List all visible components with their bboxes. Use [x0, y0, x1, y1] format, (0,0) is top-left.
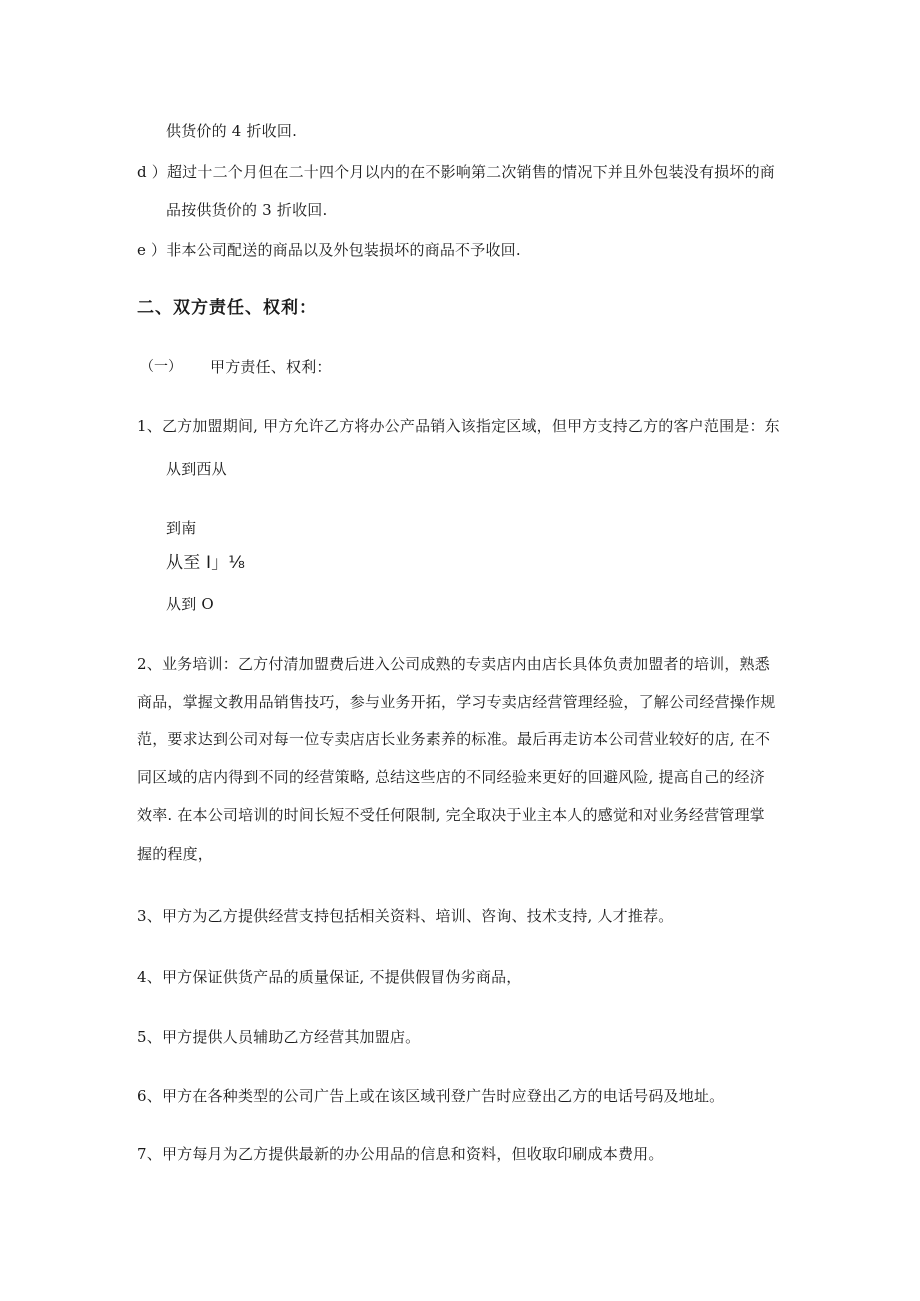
clause-1-line-2: 从到西从 [166, 460, 227, 478]
clause-2-line-5: 效率. 在本公司培训的时间长短不受任何限制, 完全取决于业主本人的感觉和对业务经营管理掌 [137, 806, 765, 824]
item-d-line-2: 品按供货价的 3 折收回. [166, 201, 328, 219]
clause-1-line-5: 从到 O [166, 595, 214, 613]
clause-2-line-4: 同区域的店内得到不同的经营策略, 总结这些店的不同经验来更好的回避风险, 提高自己的经济 [137, 768, 765, 786]
clause-2-line-2: 商品，掌握文教用品销售技巧，参与业务开拓，学习专卖店经营管理经验，了解公司经营操作规 [137, 693, 776, 711]
clause-7: 7、甲方每月为乙方提供最新的办公用品的信息和资料，但收取印刷成本费用。 [137, 1145, 664, 1163]
subsection-title: 甲方责任、权利： [210, 358, 332, 376]
clause-3: 3、甲方为乙方提供经营支持包括相关资料、培训、咨询、技术支持, 人才推荐。 [137, 907, 674, 925]
clause-1-line-1: 1、乙方加盟期间, 甲方允许乙方将办公产品销入该指定区域，但甲方支持乙方的客户范围是：东 [137, 417, 780, 435]
clause-6: 6、甲方在各种类型的公司广告上或在该区域刊登广告时应登出乙方的电话号码及地址。 [137, 1087, 725, 1105]
clause-2-line-3: 范，要求达到公司对每一位专卖店店长业务素养的标准。最后再走访本公司营业较好的店, 在不 [137, 730, 771, 748]
clause-4: 4、甲方保证供货产品的质量保证, 不提供假冒伪劣商品， [137, 968, 522, 986]
section-heading: 二、双方责任、权利： [137, 298, 317, 318]
item-d-line-1: d ）超过十二个月但在二十四个月以内的在不影响第二次销售的情况下并且外包装没有损坏的商 [137, 163, 775, 181]
clause-2-line-1: 2、业务培训：乙方付清加盟费后进入公司成熟的专卖店内由店长具体负责加盟者的培训，熟悉 [137, 655, 770, 673]
clause-2-line-6: 握的程度， [137, 845, 214, 863]
clause-5: 5、甲方提供人员辅助乙方经营其加盟店。 [137, 1028, 421, 1046]
subsection-number: （一） [140, 359, 182, 375]
clause-1-line-3: 到南 [166, 519, 197, 537]
item-c-continuation: 供货价的 4 折收回. [166, 122, 298, 140]
item-e: e ）非本公司配送的商品以及外包装损坏的商品不予收回. [137, 241, 521, 259]
clause-1-line-4: 从至 I」⅛ [166, 553, 246, 573]
